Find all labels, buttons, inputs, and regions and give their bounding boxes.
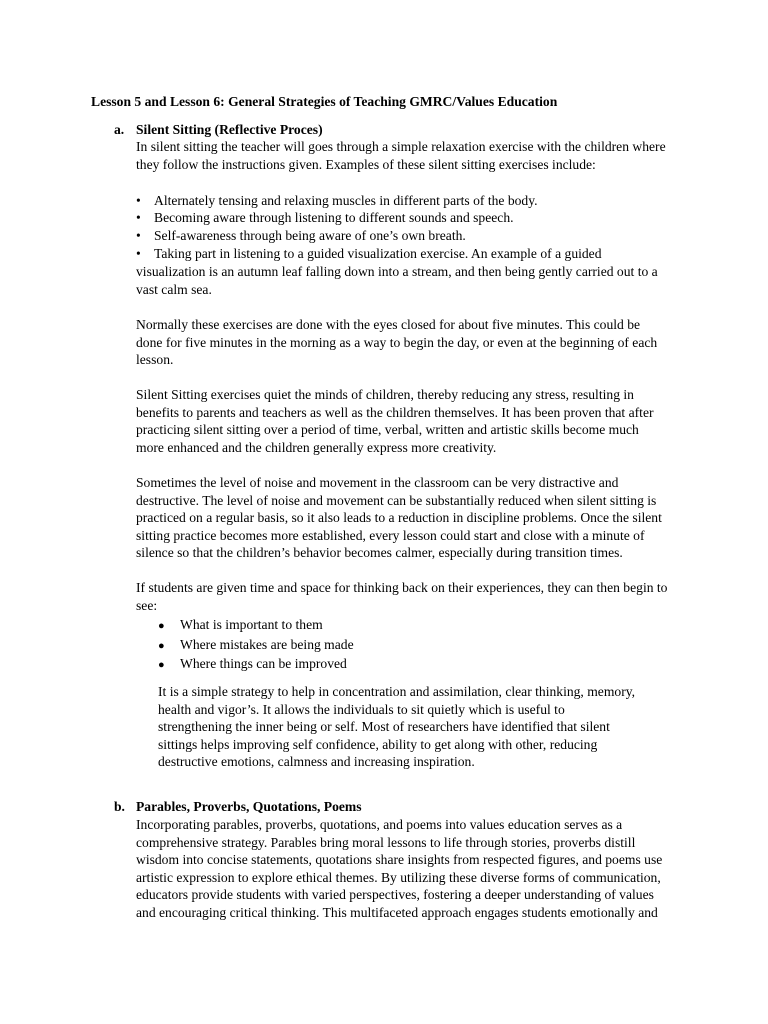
- paragraph-line: In silent sitting the teacher will goes through a simple relaxation exercise with the children where: [136, 139, 666, 154]
- paragraph-line: practiced on a regular basis, so it also leads to a reduction in discipline problems. Once the silent: [136, 510, 662, 526]
- paragraph-line: artistic expression to explore ethical themes. By utilizing these diverse forms of communication,: [136, 869, 661, 885]
- bullet-icon: ●: [158, 639, 165, 652]
- paragraph-line: Sometimes the level of noise and movement in the classroom can be very distractive and: [136, 475, 619, 490]
- bullet-icon: •: [136, 210, 141, 225]
- paragraph-line: It is a simple strategy to help in concentration and assimilation, clear thinking, memory,: [158, 684, 636, 699]
- paragraph-line: Silent Sitting exercises quiet the minds of children, thereby reducing any stress, resulting in: [136, 387, 634, 402]
- bullet-item: • Taking part in listening to a guided visualization exercise. An example of a guided: [136, 246, 602, 261]
- page-title: Lesson 5 and Lesson 6: General Strategies of Teaching GMRC/Values Education: [91, 94, 558, 109]
- bullet-icon: •: [136, 228, 141, 243]
- paragraph: [136, 474, 676, 562]
- paragraph-line: they follow the instructions given. Examples of these silent sitting exercises include:: [136, 156, 596, 172]
- paragraph-line: more enhanced and the children generally express more creativity.: [136, 439, 497, 455]
- paragraph-line: strengthening the inner being or self. Most of researchers have identified that silent: [158, 719, 610, 735]
- paragraph-line: educators provide students with varied perspectives, fostering a deeper understanding of values: [136, 887, 654, 903]
- paragraph: [136, 386, 676, 456]
- section-a-heading: [114, 121, 323, 139]
- bullet-icon: ●: [158, 659, 165, 671]
- paragraph-line: done for five minutes in the morning as a way to begin the day, or even at the beginning of each: [136, 334, 658, 350]
- indented-paragraph: [158, 683, 678, 771]
- paragraph-line: visualization is an autumn leaf falling down into a stream, and then being gently carried out to a: [136, 264, 658, 279]
- paragraph-line: comprehensive strategy. Parables bring moral lessons to life through stories, proverbs distill: [136, 834, 636, 850]
- paragraph: [136, 579, 676, 614]
- bullet-icon: •: [136, 246, 141, 261]
- bullet-item: • Becoming aware through listening to different sounds and speech.: [136, 210, 514, 225]
- paragraph-line: practicing silent sitting over a period of time, verbal, written and artistic skills become much: [136, 422, 639, 438]
- paragraph-line: destructive. The level of noise and movement can be substantially reduced when silent sitting is: [136, 492, 657, 508]
- paragraph-line: lesson.: [136, 352, 174, 368]
- list-item: ● Where mistakes are being made: [158, 636, 354, 656]
- bullet-icon: •: [136, 193, 141, 208]
- paragraph-line: destructive emotions, calmness and increasing inspiration.: [158, 754, 475, 770]
- paragraph-line: and encouraging critical thinking. This multifaceted approach engages students emotionally and: [136, 904, 658, 920]
- paragraph-line: Incorporating parables, proverbs, quotations, and poems into values education serves as a: [136, 817, 623, 832]
- bullet-list: [158, 616, 354, 675]
- paragraph-line: sitting practice becomes more established, every lesson could start and close with a minute of: [136, 527, 645, 543]
- paragraph: [136, 316, 676, 369]
- section-b-title: Parables, Proverbs, Quotations, Poems: [136, 799, 362, 814]
- section-a-intro: [136, 138, 676, 173]
- paragraph-line: vast calm sea.: [136, 281, 212, 297]
- bullet-icon: ●: [158, 620, 165, 632]
- paragraph-line: health and vigor’s. It allows the individuals to sit quietly which is useful to: [158, 701, 565, 717]
- bullet-continuation: [136, 263, 676, 298]
- paragraph-line: see:: [136, 597, 158, 613]
- paragraph-line: wisdom into concise statements, quotations share insights from respected figures, and poems use: [136, 852, 663, 868]
- paragraph-line: silence so that the children’s behavior becomes calmer, especially during transition times.: [136, 545, 623, 561]
- section-b-paragraph: [136, 816, 676, 922]
- list-item: ● What is important to them: [158, 616, 354, 636]
- paragraph-line: Normally these exercises are done with the eyes closed for about five minutes. This could be: [136, 317, 641, 332]
- list-item: ● Where things can be improved: [158, 655, 354, 675]
- paragraph-line: If students are given time and space for thinking back on their experiences, they can then begin to: [136, 580, 668, 595]
- paragraph-line: benefits to parents and teachers as well as the children themselves. It has been proven that after: [136, 404, 654, 420]
- section-a-title: Silent Sitting (Reflective Proces): [136, 122, 323, 137]
- paragraph-line: sittings helps improving self confidence, ability to get along with other, reducing: [158, 736, 598, 752]
- section-b-heading: [114, 798, 362, 816]
- bullet-item: • Self-awareness through being aware of one’s own breath.: [136, 228, 466, 243]
- section-b-letter: b.: [114, 799, 125, 814]
- section-a-letter: a.: [114, 122, 125, 137]
- bullet-item: • Alternately tensing and relaxing muscles in different parts of the body.: [136, 193, 538, 208]
